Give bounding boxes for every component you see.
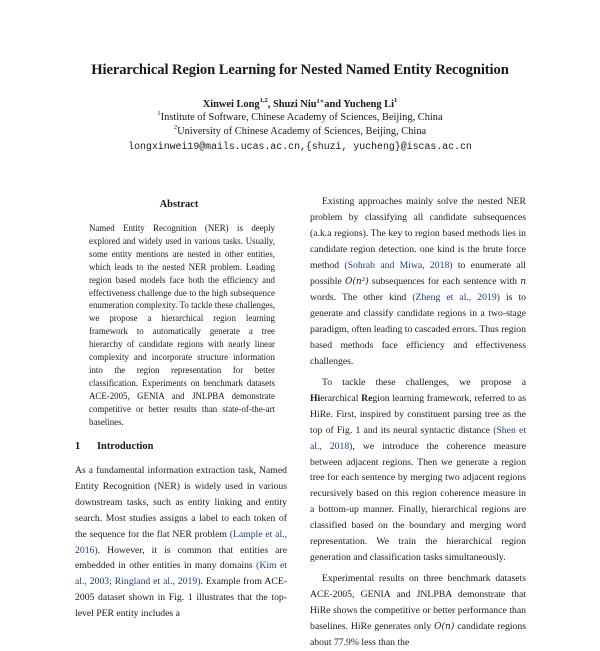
bold-acronym-letters: Re (361, 392, 373, 404)
body-text: . However, it is common that entities are embedded in other entities in many domains (75, 544, 287, 572)
body-text: To tackle these challenges, we propose a (322, 376, 526, 388)
body-text: Existing approaches mainly solve the nested NER problem by classifying all candidate subsequences (a.k.a regions). The key to region based methods lies in candidate region detection. one kind is the brute force method (310, 196, 526, 271)
affiliation (0, 112, 600, 123)
author-affil-marker: 1 (394, 97, 398, 104)
body-text: to enumerate all possible (310, 259, 526, 287)
body-text: gion learning framework, referred to as HiRe. First, inspired by constituent parsing tree as the top of Fig. 1 and its neural syntactic distance (310, 392, 526, 436)
body-text: candidate regions about 77.9% less than the (310, 620, 526, 649)
body-text: subsequences for each sentence with (368, 275, 521, 287)
affiliation-text: Institute of Software, Chinese Academy of Sciences, Beijing, China (160, 112, 443, 123)
citation-link[interactable]: (Lample et al., 2016) (75, 528, 287, 556)
math-variable: n (520, 276, 526, 287)
body-paragraph (310, 571, 526, 651)
author-affil-marker: 1,2 (259, 97, 268, 104)
body-text: words. The other kind (310, 292, 413, 304)
affiliation-marker: 1 (157, 110, 161, 117)
citation-link[interactable]: (Shen et al., 2018) (310, 424, 527, 452)
author-name: Yucheng Li (343, 99, 394, 110)
author-affil-marker: 1∗ (316, 98, 325, 105)
author-line (0, 99, 600, 110)
abstract-heading: Abstract (159, 199, 199, 210)
author-emails: longxinwei19@mails.ucas.ac.cn,{shuzi, yucheng}@iscas.ac.cn (128, 141, 472, 152)
abstract-text: Named Entity Recognition (NER) is deeply explored and widely used in various tasks. Usually, some entity mentions are nested in other entities, which leads to the nested NER problem. Leading region based models face both the efficiency and effectiveness challenge due to the high subsequence enumeration complexity. To tackle these challenges, we propose a hierarchical region learning framework to automatically generate a tree hierarchy of candidate regions with nearly linear complexity and incorporate structure information into the region representation for better classification. Experiments on benchmark datasets ACE-2005, GENIA and JNLPBA demonstrate competitive or better results than state-of-the-art baselines. (89, 223, 275, 427)
section-number: 1 (75, 441, 81, 452)
section-heading-introduction (75, 441, 285, 452)
body-text: . Example from ACE-2005 dataset shown in Fig. 1 illustrates that the top-level PER entity includes a (75, 576, 287, 620)
section-title: Introduction (97, 441, 154, 452)
bold-acronym-letters: Hi (310, 392, 321, 404)
math-expression: O(n²) (344, 276, 369, 287)
body-text: , we introduce the coherence measure between adjacent regions. Then we generate a region tree for each sentence by merging two adjacent regions recursively based on this region coherence measure in a bottom-up manner. Finally, hierarchical regions are classified based on the boundary and merging word representation. We train the hierarchical region generation and classification tasks simultaneously. (310, 440, 526, 563)
citation-link[interactable]: (Sohrab and Miwa, 2018) (344, 259, 453, 271)
body-text: Experimental results on three benchmark datasets ACE-2005, GENIA and JNLPBA demonstrate that HiRe shows the competitive or better performance than baselines. HiRe generates only (310, 572, 526, 632)
affiliation (0, 126, 600, 137)
introduction-paragraph (75, 463, 287, 622)
citation-link[interactable]: (Zheng et al., 2019) (412, 292, 500, 304)
author-name: Xinwei Long (202, 99, 260, 110)
author-separator: , (267, 99, 273, 110)
body-paragraph (310, 194, 526, 370)
math-expression: O(n) (434, 621, 455, 632)
body-text: erarchical (320, 392, 362, 404)
author-name: Shuzi Niu (272, 99, 317, 110)
affiliation-marker: 2 (173, 124, 178, 131)
right-column (310, 194, 526, 651)
body-text: is to generate and classify candidate regions in a two-stage paradigm, often leading to cascaded errors. Thus region based methods face efficiency and effectiveness challenges. (310, 292, 526, 368)
citation-link[interactable]: (Kim et al., 2003; Ringland et al., 2019) (75, 560, 287, 588)
author-separator: and (324, 99, 344, 110)
body-paragraph (310, 375, 526, 566)
affiliation-text: University of Chinese Academy of Sciences, Beijing, China (177, 126, 427, 137)
body-text: As a fundamental information extraction task, Named Entity Recognition (NER) is widely used in various downstream tasks, such as entity linking and entity search. Most studies assigns a label to each token of the sequence for the flat NER problem (75, 465, 287, 540)
paper-title: Hierarchical Region Learning for Nested Named Entity Recognition (91, 62, 509, 78)
